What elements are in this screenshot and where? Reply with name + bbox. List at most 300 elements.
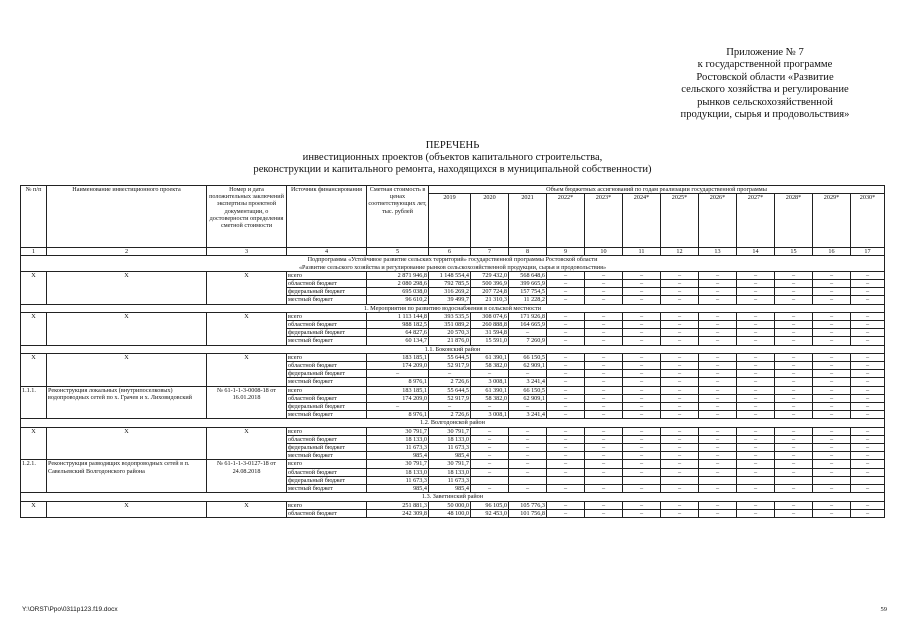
dash: – xyxy=(623,485,661,493)
dash: – xyxy=(851,444,885,452)
source-label: всего xyxy=(287,460,367,468)
cost-value: 2 871 946,8 xyxy=(367,271,429,279)
dash: – xyxy=(775,509,813,517)
dash: – xyxy=(509,452,547,460)
dash: – xyxy=(509,329,547,337)
subprogram-total-group xyxy=(21,271,885,304)
dash: – xyxy=(775,280,813,288)
subprogram-line: Подпрограмма «Устойчивое развитие сельских территорий» государственной программы Ростовской области xyxy=(307,256,598,264)
dash: – xyxy=(547,329,585,337)
dash: – xyxy=(699,509,737,517)
year-value: 3 241,4 xyxy=(509,378,547,386)
dash: – xyxy=(775,427,813,435)
dash: – xyxy=(585,337,623,345)
empty-cell xyxy=(775,476,813,484)
dash: – xyxy=(851,460,885,468)
dash: – xyxy=(851,280,885,288)
dash: – xyxy=(547,394,585,402)
dash: – xyxy=(851,411,885,419)
appendix-line: Приложение № 7 xyxy=(726,47,804,58)
dash: – xyxy=(775,321,813,329)
year-value: 96 105,0 xyxy=(471,501,509,509)
dash: – xyxy=(471,435,509,443)
empty-cell xyxy=(509,476,547,484)
dash: – xyxy=(547,296,585,304)
dash: – xyxy=(851,509,885,517)
dash: – xyxy=(547,509,585,517)
dash: – xyxy=(775,460,813,468)
dash: – xyxy=(585,271,623,279)
cell-x: Х xyxy=(21,353,47,386)
cell-x: Х xyxy=(47,501,207,517)
dash: – xyxy=(661,362,699,370)
dash: – xyxy=(661,329,699,337)
dash: – xyxy=(585,509,623,517)
dash: – xyxy=(699,362,737,370)
empty-cell xyxy=(471,476,509,484)
header-year: 2024* xyxy=(623,194,661,248)
empty-cell xyxy=(547,476,585,484)
dash: – xyxy=(547,501,585,509)
source-label: областной бюджет xyxy=(287,394,367,402)
dash: – xyxy=(623,403,661,411)
project-expertise: № 61-1-1-3-0008-18 от 16.01.2018 xyxy=(207,386,287,419)
subprogram-row xyxy=(21,256,885,271)
cost-value: 2 080 298,6 xyxy=(367,280,429,288)
dash: – xyxy=(623,386,661,394)
dash: – xyxy=(661,353,699,361)
page-number: 59 xyxy=(880,606,887,613)
header-year: 2021 xyxy=(509,194,547,248)
dash: – xyxy=(661,394,699,402)
year-value: 351 089,2 xyxy=(429,321,471,329)
table-row xyxy=(21,427,885,435)
subprogram-line: «Развитие сельского хозяйства и регулирование рынков сельскохозяйственной продукции, сырья и продовольствия» xyxy=(298,263,607,271)
dash: – xyxy=(661,288,699,296)
document-title xyxy=(0,140,905,177)
dash: – xyxy=(547,271,585,279)
year-value: 11 673,3 xyxy=(429,444,471,452)
dash: – xyxy=(509,444,547,452)
dash: – xyxy=(851,337,885,345)
dash: – xyxy=(851,435,885,443)
dash: – xyxy=(661,509,699,517)
dash: – xyxy=(737,321,775,329)
dash: – xyxy=(661,280,699,288)
dash: – xyxy=(699,501,737,509)
dash: – xyxy=(661,378,699,386)
cost-value: 242 309,8 xyxy=(367,509,429,517)
dash: – xyxy=(623,427,661,435)
header-cost: Сметная стоимость в ценах соответствующих лет, тыс. рублей xyxy=(367,186,429,248)
dash: – xyxy=(737,394,775,402)
year-value: 316 269,2 xyxy=(429,288,471,296)
dash: – xyxy=(699,329,737,337)
dash: – xyxy=(775,378,813,386)
dash: – xyxy=(813,378,851,386)
year-value: 399 665,9 xyxy=(509,280,547,288)
dash: – xyxy=(699,296,737,304)
year-value: 52 917,9 xyxy=(429,394,471,402)
dash: – xyxy=(585,296,623,304)
dash: – xyxy=(623,271,661,279)
dash: – xyxy=(367,370,429,378)
year-value: 15 591,0 xyxy=(471,337,509,345)
dash: – xyxy=(737,296,775,304)
subprogram-title xyxy=(21,256,885,271)
dash: – xyxy=(471,370,509,378)
dash: – xyxy=(699,353,737,361)
dash: – xyxy=(737,288,775,296)
year-value: 101 756,8 xyxy=(509,509,547,517)
dash: – xyxy=(851,403,885,411)
dash: – xyxy=(471,485,509,493)
dash: – xyxy=(429,403,471,411)
dash: – xyxy=(813,312,851,320)
dash: – xyxy=(661,468,699,476)
dash: – xyxy=(737,353,775,361)
cell-x: Х xyxy=(47,353,207,386)
year-value: 2 726,6 xyxy=(429,411,471,419)
col-number: 3 xyxy=(207,248,287,256)
dash: – xyxy=(737,386,775,394)
cost-value: 96 610,2 xyxy=(367,296,429,304)
year-value: 55 644,5 xyxy=(429,353,471,361)
dash: – xyxy=(699,444,737,452)
dash: – xyxy=(851,288,885,296)
col-number: 11 xyxy=(623,248,661,256)
year-value: 92 453,0 xyxy=(471,509,509,517)
dash: – xyxy=(661,370,699,378)
dash: – xyxy=(661,435,699,443)
project-group xyxy=(21,460,885,493)
dash: – xyxy=(547,386,585,394)
col-number: 1 xyxy=(21,248,47,256)
dash: – xyxy=(471,460,509,468)
dash: – xyxy=(775,296,813,304)
year-value: 308 074,6 xyxy=(471,312,509,320)
dash: – xyxy=(623,452,661,460)
dash: – xyxy=(585,321,623,329)
year-value: 3 008,1 xyxy=(471,378,509,386)
header-source: Источник финансирования xyxy=(287,186,367,248)
dash: – xyxy=(661,452,699,460)
section-total-group xyxy=(21,312,885,345)
dash: – xyxy=(699,321,737,329)
dash: – xyxy=(737,435,775,443)
cell-x: Х xyxy=(47,271,207,304)
dash: – xyxy=(699,460,737,468)
cell-x: Х xyxy=(207,353,287,386)
dash: – xyxy=(813,329,851,337)
dash: – xyxy=(547,337,585,345)
cell-x: Х xyxy=(21,312,47,345)
dash: – xyxy=(547,468,585,476)
header-year: 2030* xyxy=(851,194,885,248)
col-number: 14 xyxy=(737,248,775,256)
col-number: 16 xyxy=(813,248,851,256)
dash: – xyxy=(851,468,885,476)
source-label: местный бюджет xyxy=(287,296,367,304)
year-value: 500 396,9 xyxy=(471,280,509,288)
header-year: 2029* xyxy=(813,194,851,248)
col-number: 17 xyxy=(851,248,885,256)
section-row xyxy=(21,419,885,427)
dash: – xyxy=(661,386,699,394)
dash: – xyxy=(585,280,623,288)
dash: – xyxy=(699,280,737,288)
dash: – xyxy=(585,403,623,411)
source-label: областной бюджет xyxy=(287,509,367,517)
cell-x: Х xyxy=(21,501,47,517)
section-row xyxy=(21,493,885,501)
dash: – xyxy=(623,288,661,296)
table-row xyxy=(21,460,885,468)
col-number: 6 xyxy=(429,248,471,256)
cell-x: Х xyxy=(207,312,287,345)
dash: – xyxy=(737,460,775,468)
cost-value: 695 038,0 xyxy=(367,288,429,296)
dash: – xyxy=(813,460,851,468)
year-value: 52 917,9 xyxy=(429,362,471,370)
cost-value: 985,4 xyxy=(367,485,429,493)
dash: – xyxy=(813,468,851,476)
year-value: 11 673,3 xyxy=(429,476,471,484)
dash: – xyxy=(661,321,699,329)
dash: – xyxy=(623,362,661,370)
year-value: 2 726,6 xyxy=(429,378,471,386)
dash: – xyxy=(775,468,813,476)
dash: – xyxy=(623,378,661,386)
source-label: всего xyxy=(287,501,367,509)
project-group xyxy=(21,386,885,419)
dash: – xyxy=(851,378,885,386)
dash: – xyxy=(813,337,851,345)
dash: – xyxy=(623,460,661,468)
dash: – xyxy=(585,468,623,476)
year-value: 61 390,1 xyxy=(471,386,509,394)
col-number: 9 xyxy=(547,248,585,256)
dash: – xyxy=(623,296,661,304)
col-number: 10 xyxy=(585,248,623,256)
dash: – xyxy=(509,370,547,378)
table-row xyxy=(21,271,885,279)
empty-cell xyxy=(699,476,737,484)
dash: – xyxy=(699,452,737,460)
dash: – xyxy=(737,337,775,345)
project-number: 1.2.1. xyxy=(21,460,47,493)
district-total-group xyxy=(21,353,885,386)
section-title: 1.3. Заветинский район xyxy=(21,493,885,501)
header-volume: Объем бюджетных ассигнований по годам реализации государственной программы xyxy=(429,186,885,194)
dash: – xyxy=(585,362,623,370)
dash: – xyxy=(737,403,775,411)
file-path: Y:\ORST\Ppo\0311p123.f19.docx xyxy=(22,606,118,613)
dash: – xyxy=(699,337,737,345)
dash: – xyxy=(737,271,775,279)
source-label: областной бюджет xyxy=(287,362,367,370)
dash: – xyxy=(623,280,661,288)
year-value: 39 499,7 xyxy=(429,296,471,304)
dash: – xyxy=(471,452,509,460)
dash: – xyxy=(851,362,885,370)
dash: – xyxy=(661,427,699,435)
dash: – xyxy=(775,485,813,493)
source-label: всего xyxy=(287,427,367,435)
dash: – xyxy=(813,509,851,517)
dash: – xyxy=(775,394,813,402)
dash: – xyxy=(509,485,547,493)
source-label: федеральный бюджет xyxy=(287,476,367,484)
dash: – xyxy=(547,312,585,320)
dash: – xyxy=(585,312,623,320)
dash: – xyxy=(851,394,885,402)
dash: – xyxy=(547,288,585,296)
cost-value: 11 673,3 xyxy=(367,476,429,484)
cost-value: 1 113 144,8 xyxy=(367,312,429,320)
year-value: 62 909,1 xyxy=(509,394,547,402)
dash: – xyxy=(471,403,509,411)
project-number: 1.1.1. xyxy=(21,386,47,419)
dash: – xyxy=(585,435,623,443)
cost-value: 183 185,1 xyxy=(367,386,429,394)
dash: – xyxy=(623,435,661,443)
dash: – xyxy=(585,288,623,296)
dash: – xyxy=(585,501,623,509)
dash: – xyxy=(775,370,813,378)
dash: – xyxy=(775,337,813,345)
header-year: 2025* xyxy=(661,194,699,248)
dash: – xyxy=(585,370,623,378)
dash: – xyxy=(585,444,623,452)
appendix-line: Ростовской области «Развитие xyxy=(696,71,834,83)
dash: – xyxy=(471,444,509,452)
dash: – xyxy=(547,280,585,288)
dash: – xyxy=(737,501,775,509)
dash: – xyxy=(623,370,661,378)
col-number: 12 xyxy=(661,248,699,256)
year-value: 21 310,3 xyxy=(471,296,509,304)
dash: – xyxy=(623,411,661,419)
cost-value: 985,4 xyxy=(367,452,429,460)
cost-value: 174 209,0 xyxy=(367,394,429,402)
empty-cell xyxy=(661,476,699,484)
cost-value: 11 673,3 xyxy=(367,444,429,452)
dash: – xyxy=(699,435,737,443)
year-value: 260 888,8 xyxy=(471,321,509,329)
dash: – xyxy=(367,403,429,411)
header-year: 2023* xyxy=(585,194,623,248)
dash: – xyxy=(775,312,813,320)
dash: – xyxy=(585,452,623,460)
dash: – xyxy=(775,435,813,443)
dash: – xyxy=(851,370,885,378)
title-heading: ПЕРЕЧЕНЬ xyxy=(425,140,480,151)
cost-value: 18 133,0 xyxy=(367,435,429,443)
dash: – xyxy=(737,370,775,378)
source-label: федеральный бюджет xyxy=(287,403,367,411)
year-value: 3 241,4 xyxy=(509,411,547,419)
dash: – xyxy=(585,460,623,468)
source-label: всего xyxy=(287,353,367,361)
year-value: 58 382,0 xyxy=(471,394,509,402)
dash: – xyxy=(623,501,661,509)
dash: – xyxy=(737,452,775,460)
header-year: 2028* xyxy=(775,194,813,248)
appendix-line: продукции, сырья и продовольствия» xyxy=(680,109,850,121)
dash: – xyxy=(471,427,509,435)
dash: – xyxy=(813,411,851,419)
empty-cell xyxy=(813,476,851,484)
dash: – xyxy=(699,378,737,386)
source-label: областной бюджет xyxy=(287,280,367,288)
header-year: 2027* xyxy=(737,194,775,248)
col-number: 5 xyxy=(367,248,429,256)
dash: – xyxy=(661,296,699,304)
year-value: 58 382,0 xyxy=(471,362,509,370)
col-number: 13 xyxy=(699,248,737,256)
dash: – xyxy=(851,427,885,435)
dash: – xyxy=(851,452,885,460)
dash: – xyxy=(699,370,737,378)
dash: – xyxy=(813,501,851,509)
dash: – xyxy=(661,444,699,452)
table-row xyxy=(21,312,885,320)
project-name: Реконструкция локальных (внутрипоселковых) водопроводных сетей по х. Грачев и х. Лиховидовский xyxy=(47,386,207,419)
dash: – xyxy=(547,444,585,452)
dash: – xyxy=(699,394,737,402)
appendix-line: сельского хозяйства и регулирование xyxy=(681,84,849,96)
dash: – xyxy=(661,411,699,419)
dash: – xyxy=(813,452,851,460)
cost-value: 30 791,7 xyxy=(367,460,429,468)
header-name: Наименование инвестиционного проекта xyxy=(47,186,207,248)
dash: – xyxy=(813,386,851,394)
dash: – xyxy=(547,435,585,443)
dash: – xyxy=(737,312,775,320)
source-label: местный бюджет xyxy=(287,452,367,460)
dash: – xyxy=(509,427,547,435)
dash: – xyxy=(737,280,775,288)
dash: – xyxy=(623,468,661,476)
year-value: 61 390,1 xyxy=(471,353,509,361)
header-year: 2022* xyxy=(547,194,585,248)
year-value: 568 648,6 xyxy=(509,271,547,279)
year-value: 985,4 xyxy=(429,452,471,460)
dash: – xyxy=(509,460,547,468)
dash: – xyxy=(547,321,585,329)
year-value: 18 133,0 xyxy=(429,468,471,476)
dash: – xyxy=(775,288,813,296)
year-value: 62 909,1 xyxy=(509,362,547,370)
dash: – xyxy=(699,427,737,435)
dash: – xyxy=(623,337,661,345)
project-name: Реконструкция разводящих водопроводных сетей в п. Савельевский Волгодонского района xyxy=(47,460,207,493)
cell-x: Х xyxy=(207,427,287,460)
year-value: 393 535,5 xyxy=(429,312,471,320)
dash: – xyxy=(775,271,813,279)
year-value: 792 785,5 xyxy=(429,280,471,288)
dash: – xyxy=(547,485,585,493)
dash: – xyxy=(623,329,661,337)
year-value: 207 724,8 xyxy=(471,288,509,296)
dash: – xyxy=(471,468,509,476)
cost-value: 60 134,7 xyxy=(367,337,429,345)
header-year: 2026* xyxy=(699,194,737,248)
dash: – xyxy=(813,403,851,411)
dash: – xyxy=(547,460,585,468)
year-value: 7 260,9 xyxy=(509,337,547,345)
